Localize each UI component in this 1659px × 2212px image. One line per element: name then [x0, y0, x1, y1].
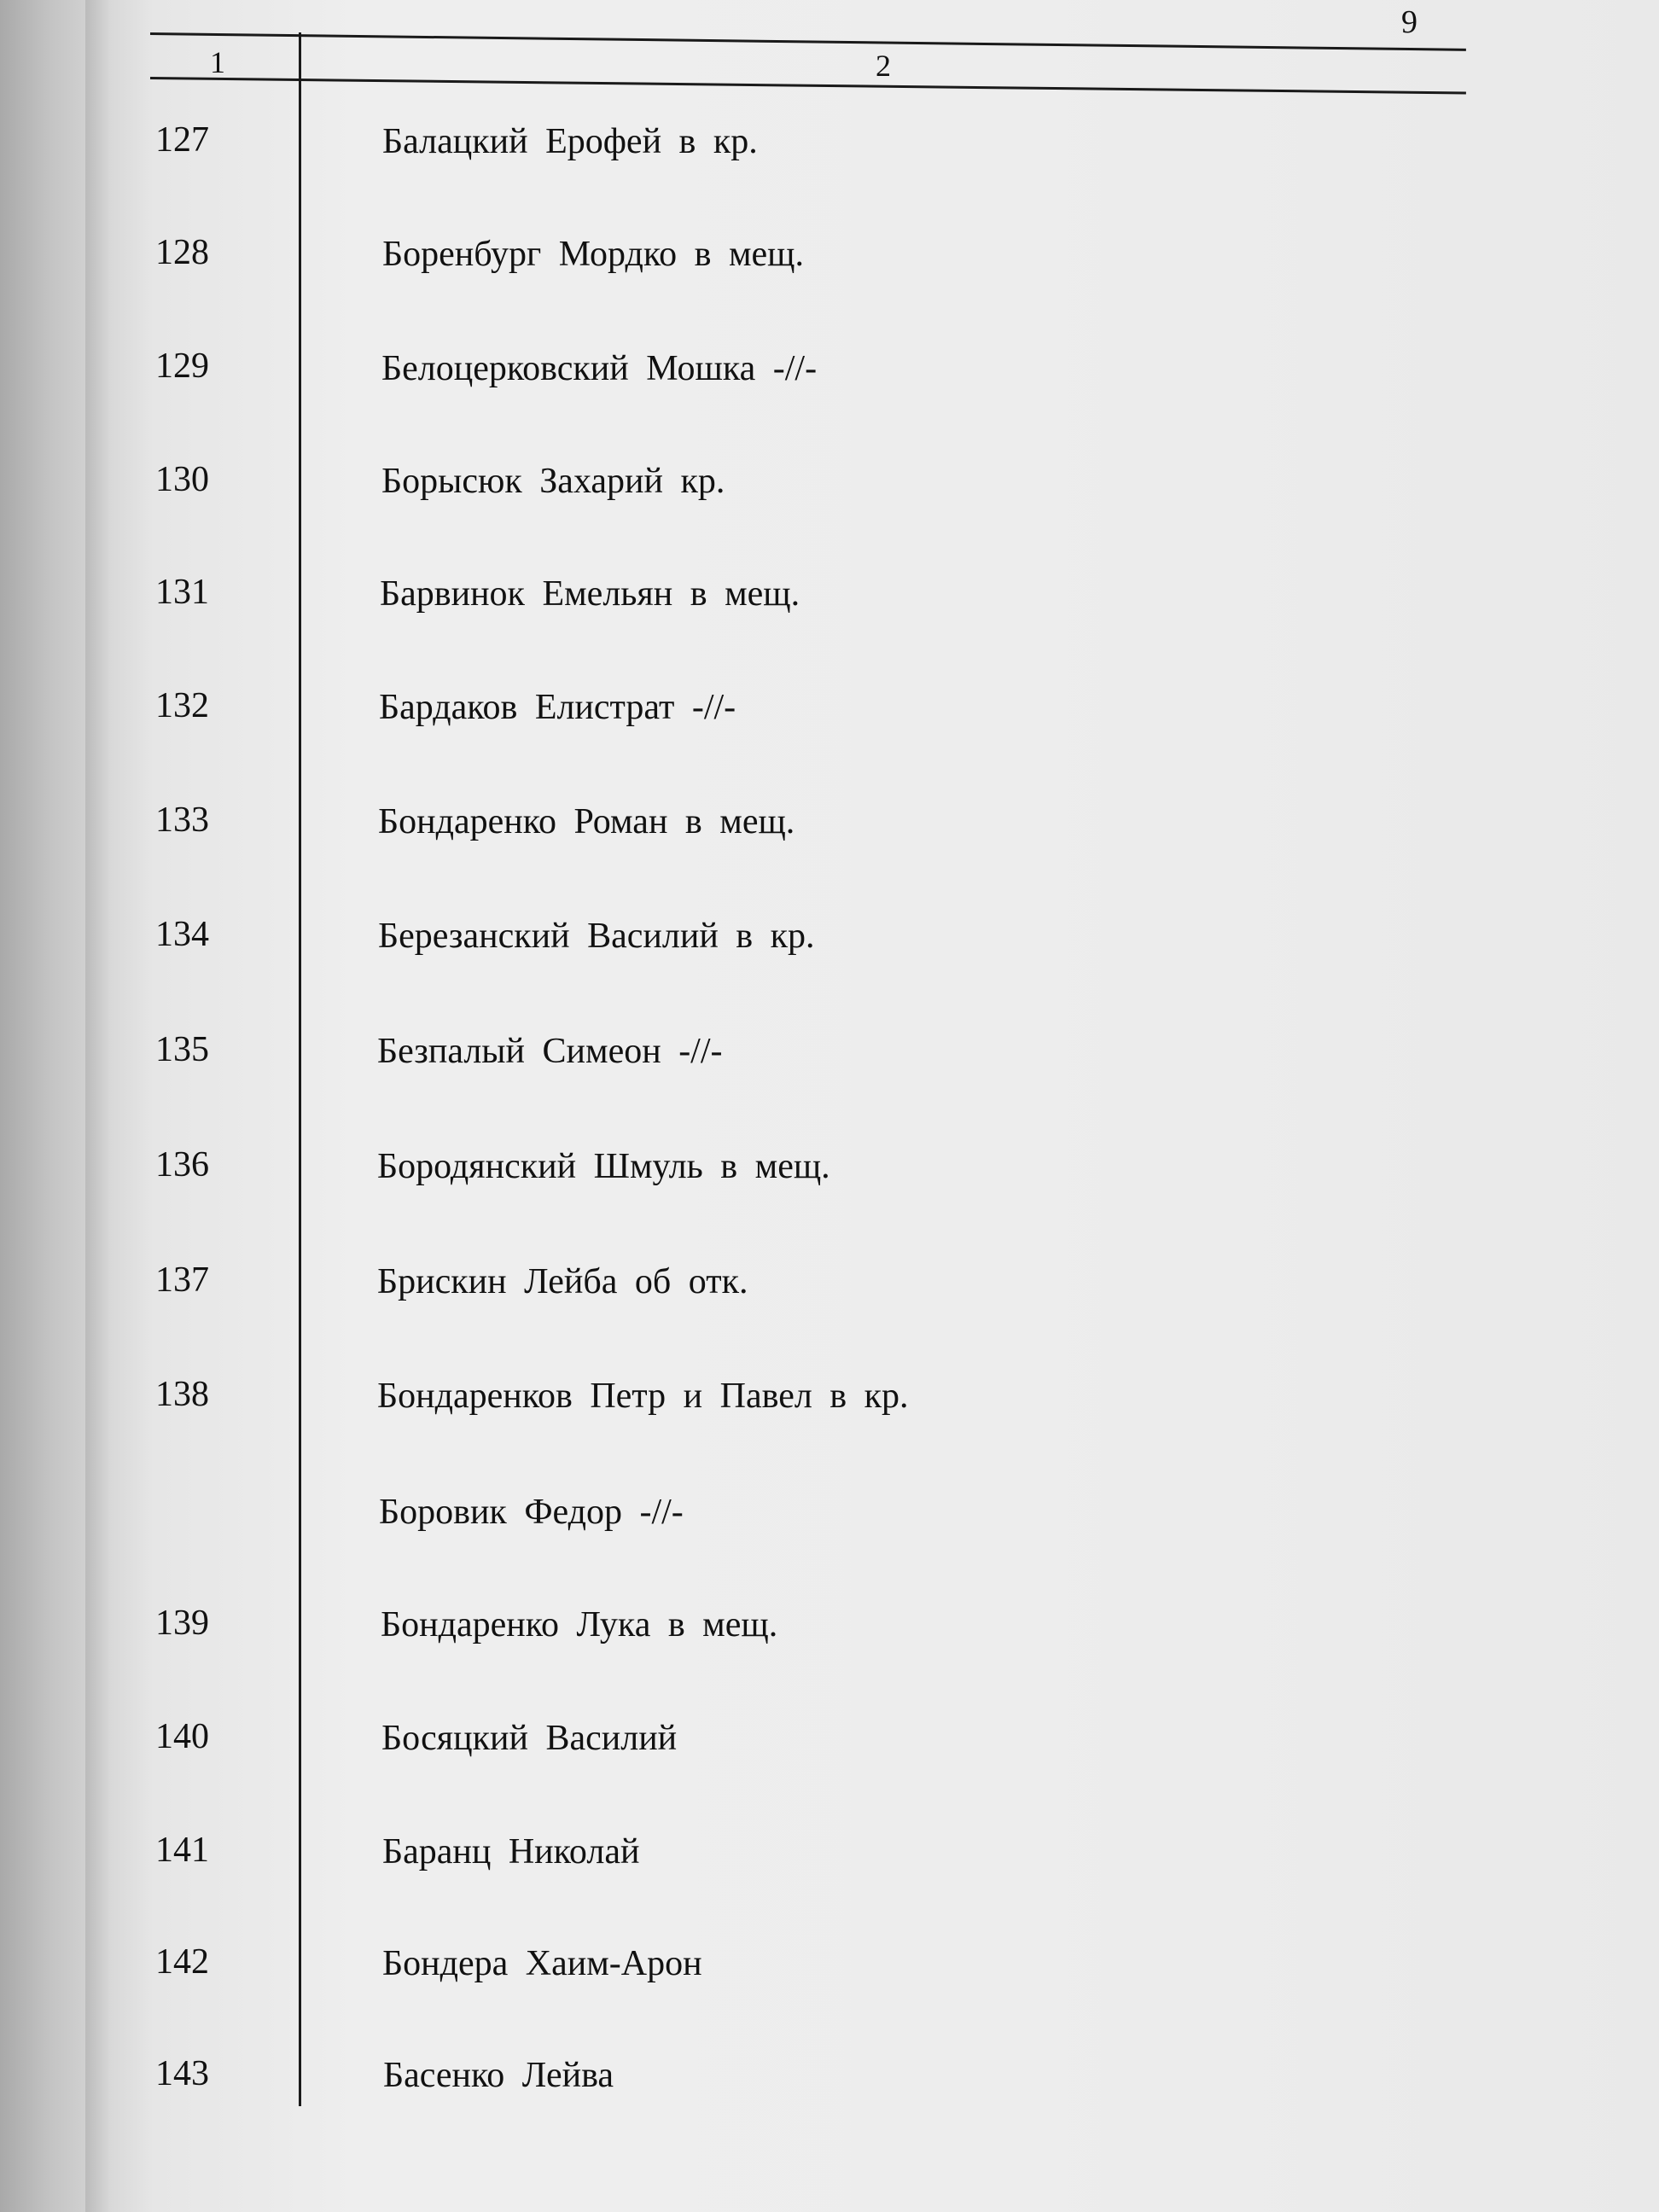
row-entry: Боренбург Мордко в мещ. — [382, 235, 805, 274]
column-divider — [299, 32, 301, 2106]
row-entry: Брискин Лейба об отк. — [377, 1262, 748, 1301]
row-entry: Басенко Лейва — [383, 2056, 614, 2095]
row-entry: Борысюк Захарий кр. — [381, 462, 725, 501]
row-entry: Бондаренко Роман в мещ. — [378, 802, 795, 841]
row-entry: Бондаренков Петр и Павел в кр. — [377, 1377, 909, 1416]
row-entry: Балацкий Ерофей в кр. — [382, 122, 758, 161]
row-entry: Бардаков Елистрат -//- — [379, 688, 736, 727]
row-entry: Бондера Хаим-Арон — [382, 1944, 702, 1983]
row-number: 131 — [155, 573, 209, 612]
table-top-rule — [150, 32, 1466, 51]
row-entry: Баранц Николай — [382, 1832, 640, 1871]
row-entry: Барвинок Емельян в мещ. — [380, 574, 800, 614]
row-number: 139 — [155, 1604, 209, 1643]
row-number: 133 — [155, 800, 209, 840]
row-number: 135 — [155, 1030, 209, 1069]
row-number: 127 — [155, 120, 209, 160]
column-header-2: 2 — [876, 49, 891, 83]
row-entry: Босяцкий Василий — [381, 1719, 678, 1758]
row-number: 140 — [155, 1717, 209, 1756]
row-number: 129 — [155, 346, 209, 386]
column-header-1: 1 — [210, 45, 225, 79]
row-entry: Бородянский Шмуль в мещ. — [377, 1147, 830, 1186]
table-header-rule — [150, 77, 1466, 94]
row-number: 138 — [155, 1375, 209, 1414]
page-number: 9 — [1401, 4, 1417, 40]
row-number: 134 — [155, 915, 209, 954]
row-number: 136 — [155, 1145, 209, 1185]
row-entry: Белоцерковский Мошка -//- — [381, 349, 818, 388]
row-number: 130 — [155, 460, 209, 499]
row-entry: Боровик Федор -//- — [379, 1493, 684, 1532]
row-number: 132 — [155, 686, 209, 725]
row-entry: Безпалый Симеон -//- — [377, 1032, 723, 1071]
row-number: 143 — [155, 2054, 209, 2093]
row-number: 128 — [155, 233, 209, 272]
row-number: 142 — [155, 1942, 209, 1982]
row-entry: Березанский Василий в кр. — [378, 917, 815, 956]
row-entry: Бондаренко Лука в мещ. — [381, 1605, 778, 1644]
row-number: 141 — [155, 1831, 209, 1870]
row-number: 137 — [155, 1260, 209, 1300]
binding-shadow — [85, 0, 111, 2212]
